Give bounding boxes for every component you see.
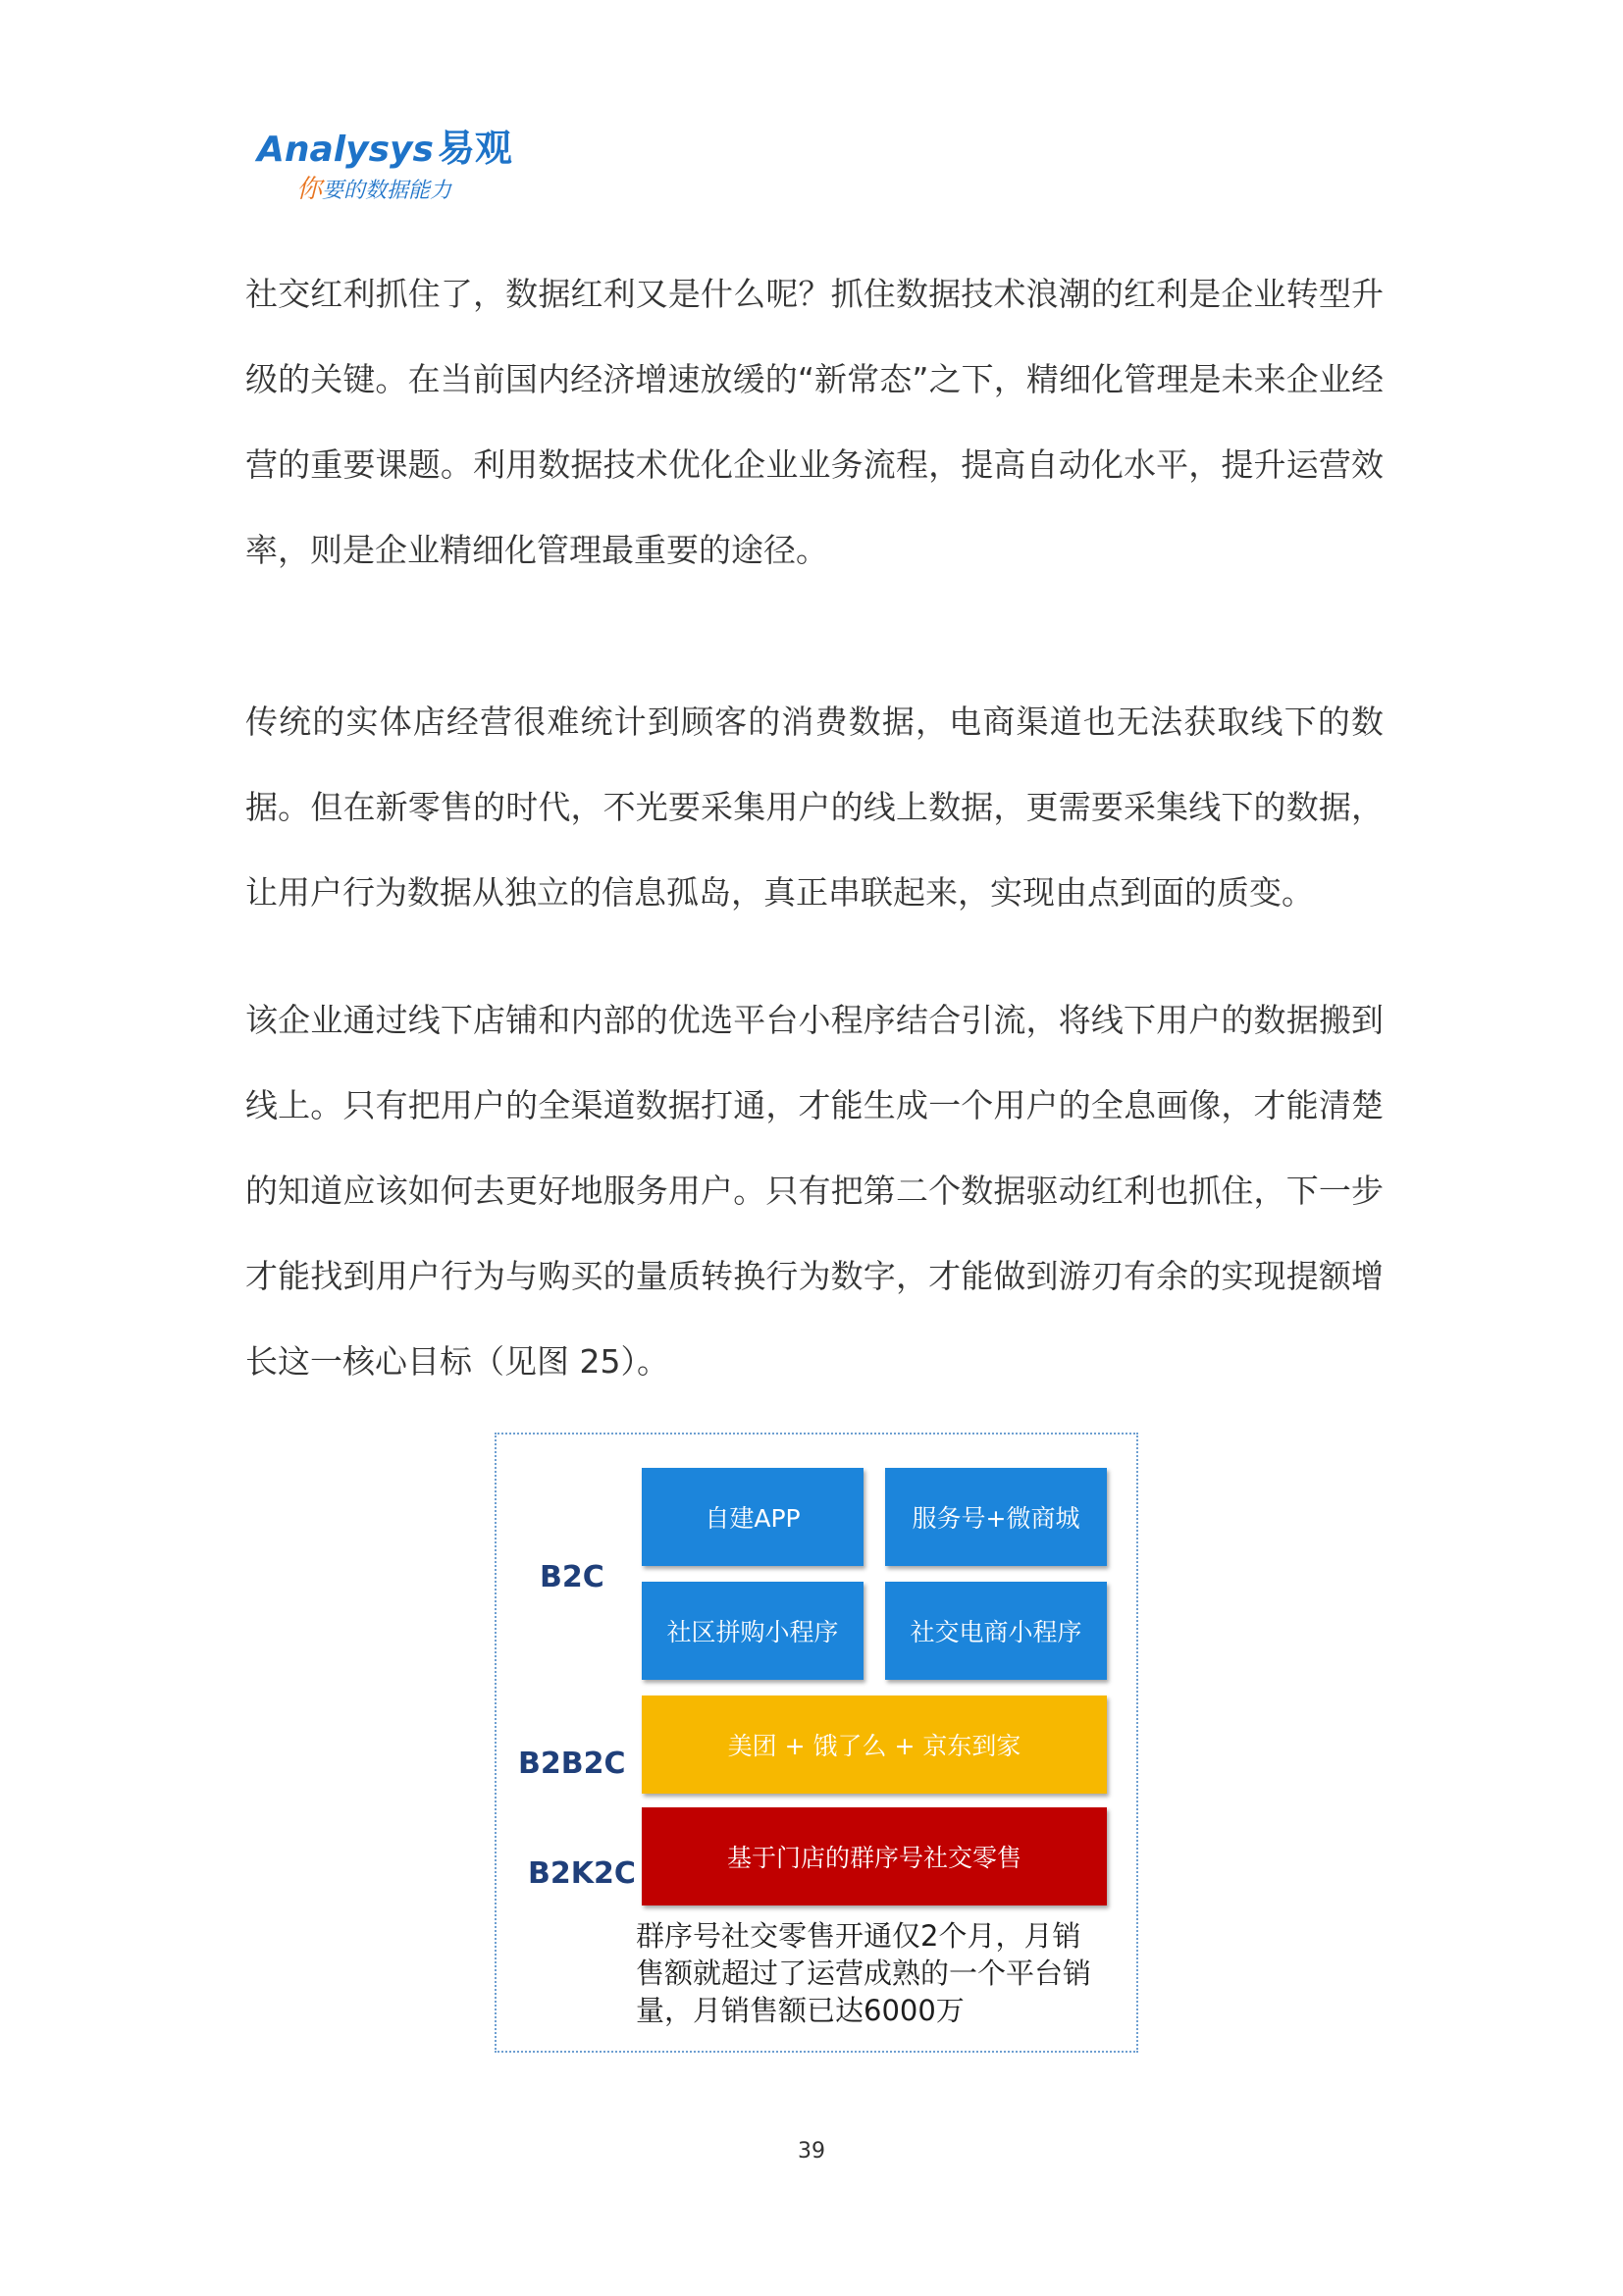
logo-tagline [296,169,451,205]
label-b2c: B2C [540,1560,604,1594]
logo-tagline-first: 你 [296,175,323,204]
logo-tagline-rest: 要的数据能力 [322,179,452,203]
logo-brand-cn: 易观 [437,127,512,170]
figure-25-channel-diagram [495,1433,1138,2053]
analysys-logo [257,118,512,206]
paragraph-data-dividend: 社交红利抓住了，数据红利又是什么呢？抓住数据技术浪潮的红利是企业转型升级的关键。在当前国内经济增速放缓的“新常态”之下，精细化管理是未来企业经营的重要课题。利用数据技术优化企业业务流程，提高自动化水平，提升运营效率，则是企业精细化管理最重要的途径。 [245,275,1384,569]
logo-brand [257,118,512,172]
box-delivery-platforms: 美团 + 饿了么 + 京东到家 [642,1696,1107,1794]
logo-brand-en: Analysys [257,130,434,170]
label-b2b2c: B2B2C [518,1747,626,1781]
box-service-account-mall: 服务号+微商城 [885,1468,1107,1566]
box-self-built-app: 自建APP [642,1468,864,1566]
box-store-group-retail: 基于门店的群序号社交零售 [642,1807,1107,1905]
page-number: 39 [798,2139,825,2164]
figure-note: 群序号社交零售开通仅2个月，月销售额就超过了运营成熟的一个平台销量，月销售额已达6000万 [636,1919,1092,2027]
paragraph-offline-data: 传统的实体店经营很难统计到顾客的消费数据，电商渠道也无法获取线下的数据。但在新零售的时代，不光要采集用户的线上数据，更需要采集线下的数据，让用户行为数据从独立的信息孤岛，真正串联起来，实现由点到面的质变。 [245,703,1384,912]
paragraph-enterprise-case: 该企业通过线下店铺和内部的优选平台小程序结合引流，将线下用户的数据搬到线上。只有把用户的全渠道数据打通，才能生成一个用户的全息画像，才能清楚的知道应该如何去更好地服务用户。只有把第二个数据驱动红利也抓住，下一步才能找到用户行为与购买的量质转换行为数字，才能做到游刃有余的实现提额增长这一核心目标（见图 25）。 [245,1001,1384,1381]
label-b2k2c: B2K2C [528,1856,636,1891]
box-social-ecommerce: 社交电商小程序 [885,1582,1107,1680]
box-community-group-buy: 社区拼购小程序 [642,1582,864,1680]
